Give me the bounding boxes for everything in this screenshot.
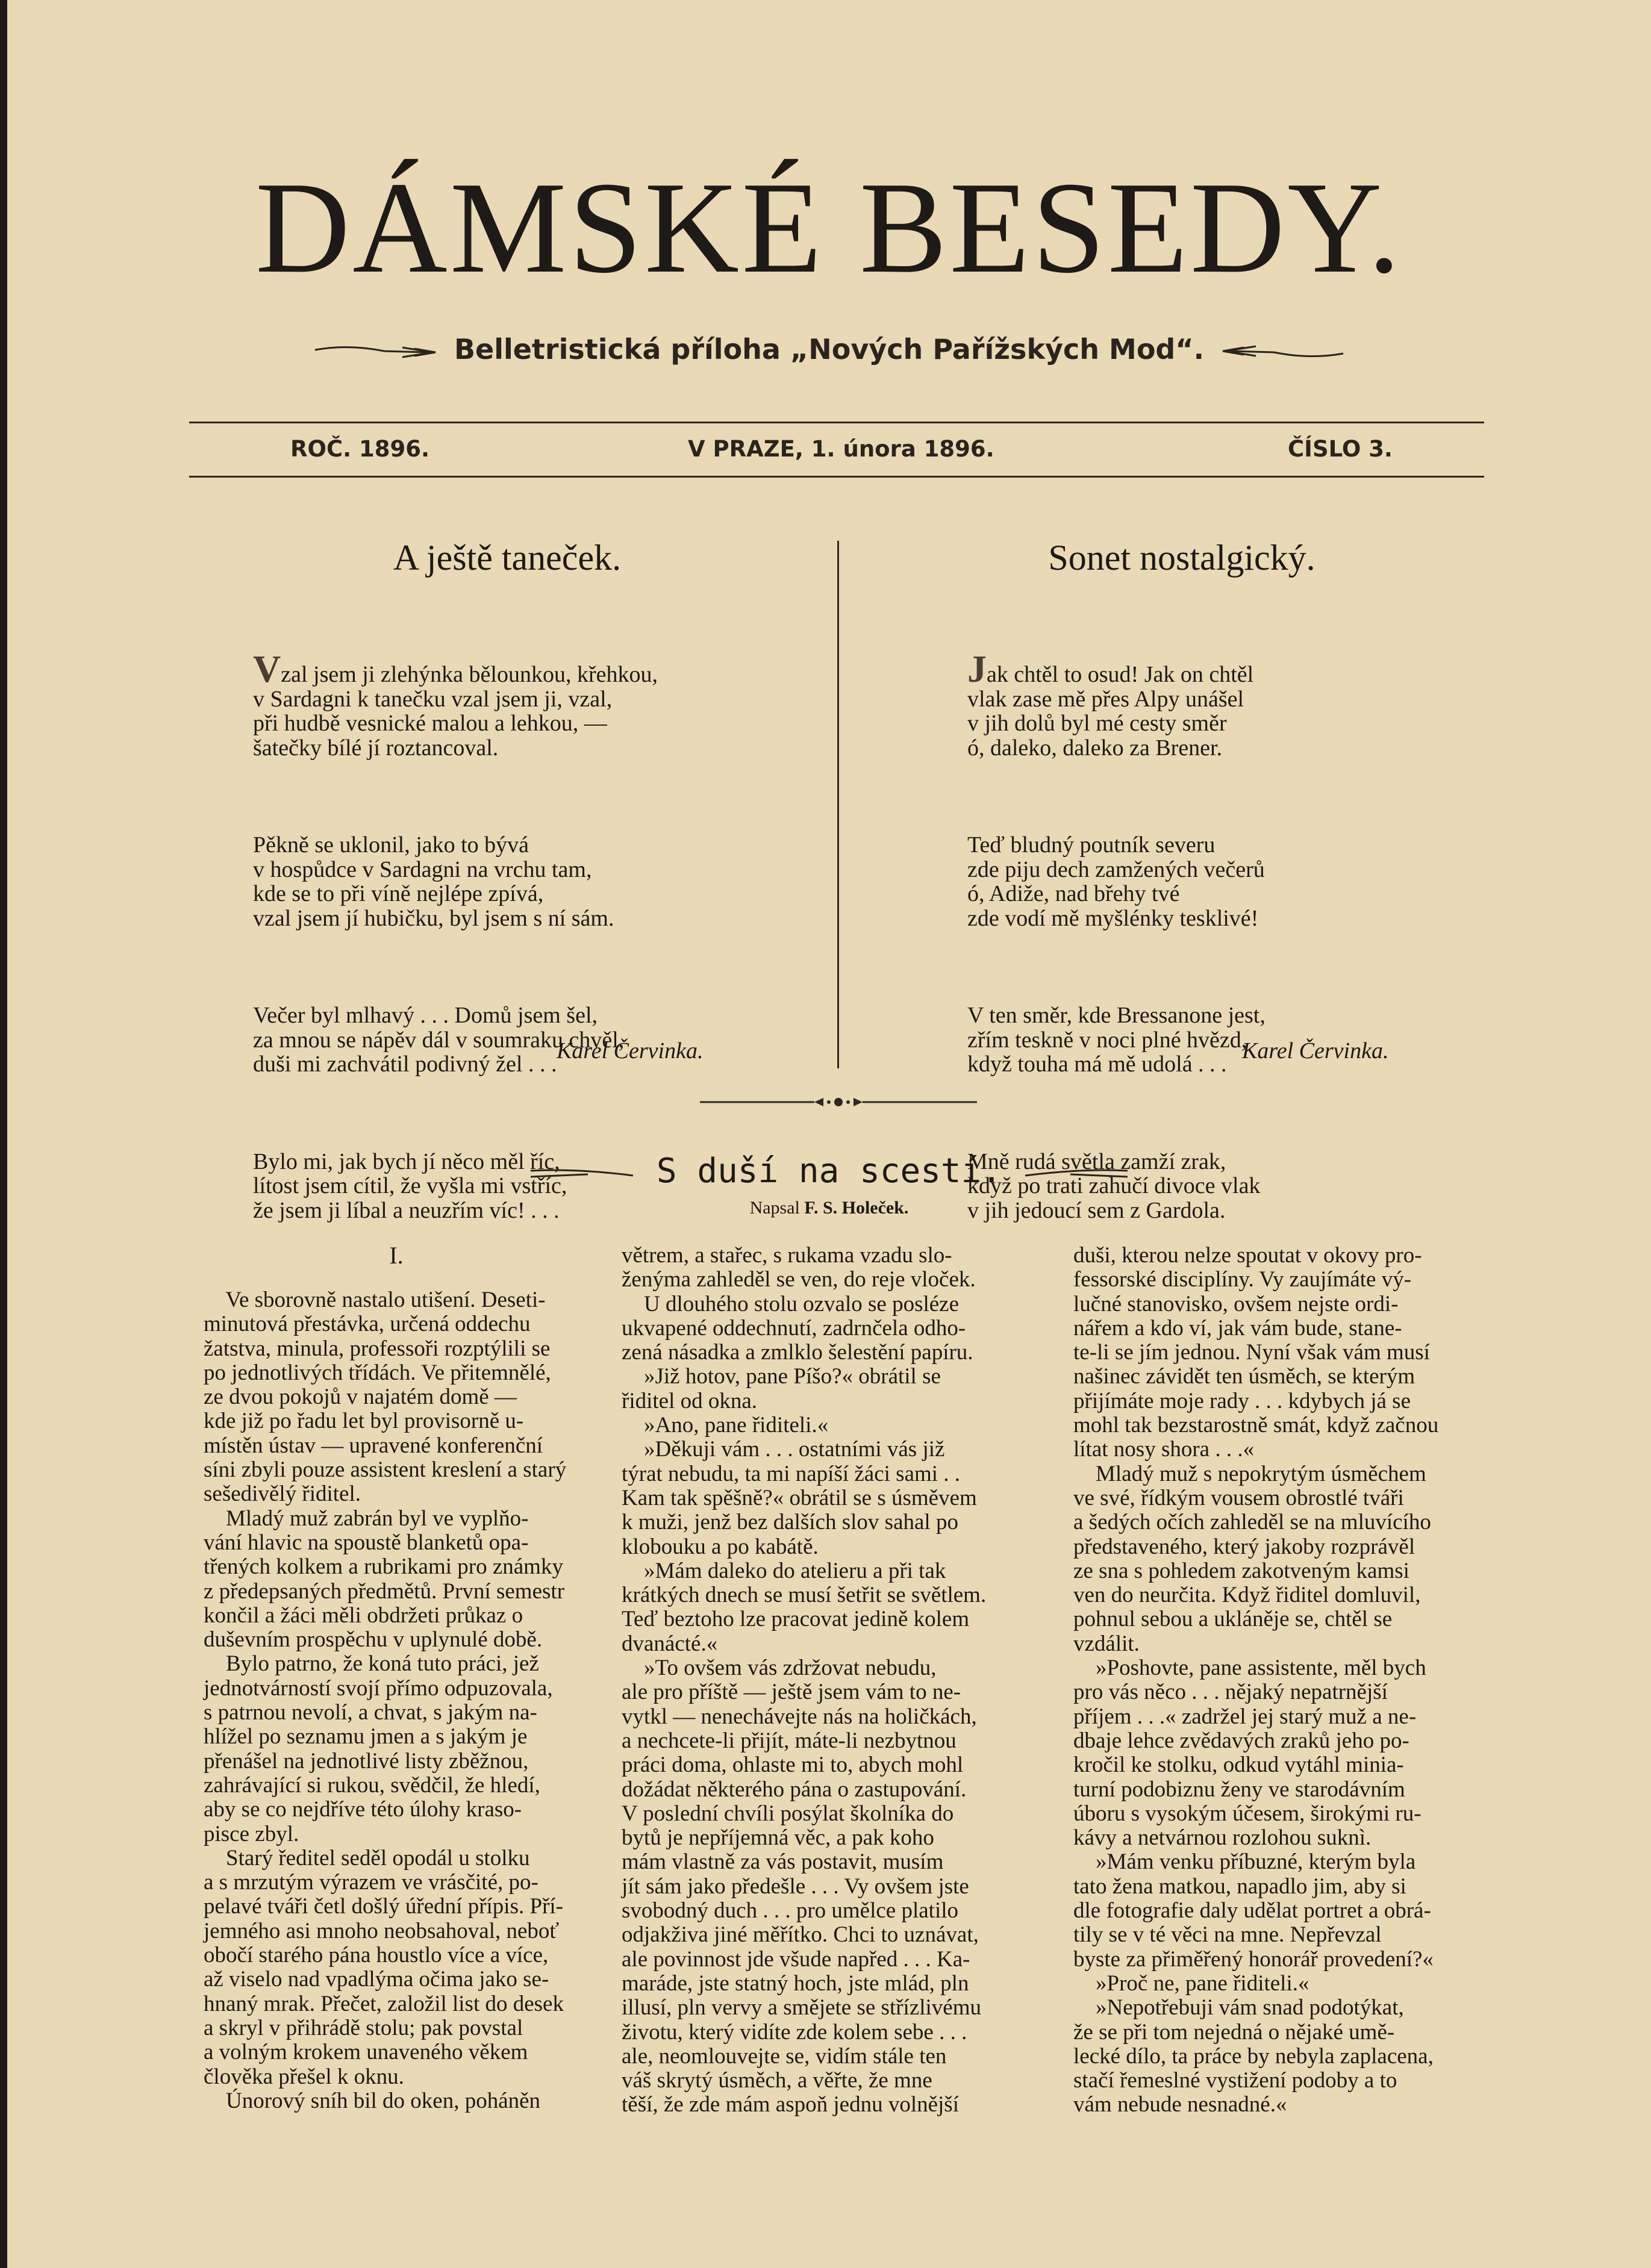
poem1-author: Karel Červinka. (557, 1038, 704, 1064)
poem1-stanza-2: Pěkně se uklonil, jako to bývá v hospůdce v Sardagni na vrchu tam, kde se to při víně nejlépe zpívá, vzal jsem jí hubičku, byl jsem s ní sám. (253, 832, 614, 931)
issue-info-line (290, 432, 1393, 466)
poem2-stanza-4: Mně rudá světla zamží zrak, když po trati zahučí divoce vlak v jih jedoucí sem z Gardola. (967, 1148, 1261, 1223)
right-flourish-icon (1214, 343, 1346, 361)
top-rule (189, 422, 1484, 423)
section-divider-ornament-icon (700, 1093, 977, 1111)
poem1-stanza-1: Vzal jsem ji zlehýnka bělounkou, křehkou, v Sardagni k tanečku vzal jsem ji, vzal, při hudbě vesnické malou a lehkou, — šatečky bílé jí roztancoval. (253, 647, 658, 761)
poem2-dropcap: J (967, 647, 987, 690)
issue-number-label: ČÍSLO 3. (1288, 436, 1393, 462)
story-column-2: větrem, a stařec, s rukama vzadu slo- ženýma zahleděl se ven, do reje vloček. U dlouhého stolu ozvalo se posléze ukvapené oddechnutí, zadrnčela odho- zená násadka a zmlklo šelestění papíru. »Již hotov, pane Píšo?« obrátil se řiditel od okna. »Ano, pane řiditeli.« »Děkuji vám . . . ostatními vás již týrat nebudu, ta mi napíší žáci sami . . Kam tak spěšně?« obrátil se s úsměvem k muži, jenž bez dalších slov sahal po klobouku a po kabátě. »Mám daleko do atelieru a při tak krátkých dnech se musí šetřit se světlem. Teď beztoho lze pracovat jedině kolem dvanácté.« »To ovšem vás zdržovat nebudu, ale pro příště — ještě jsem vám to ne- vytkl — nenechávejte nás na holičkách, a nechcete-li přijít, máte-li nezbytnou práci doma, ohlaste mi to, abych mohl dožádat některého pána o zastupování. V poslední chvíli posýlat školníka do bytů je nepříjemná věc, a pak koho mám vlastně za vás postavit, musím jít sám jako předešle . . . Vy ovšem jste svobodný duch . . . pro umělce platilo odjakživa jiné měřítko. Chci to uznávat, ale povinnost jde všude napřed . . . Ka- maráde, jste statný hoch, jste mlád, pln illusí, pln vervy a smějete se střízlivému životu, který vidíte zde kolem sebe . . . ale, neomlouvejte se, vidím stále ten váš skrytý úsměch, a věřte, že mne těší, že zde mám aspoň jednu volnější (622, 1243, 987, 2117)
column-1-text: Ve sborovně nastalo utišení. Deseti- minutová přestávka, určená oddechu žatstva, minula, professoři rozptýlili se po jednotlivých třídách. Ve přitemnělé, ze dvou pokojů v najatém domě — kde již po řadu let byl provisorně u- místěn ústav — upravené konferenční síni zbyli pouze assistent kreslení a starý sešedivělý řiditel. Mladý muž zabrán byl ve vyplňo- vání hlavic na spoustě blanketů opa- třených kolkem a rubrikami pro známky z předepsaných předmětů. První semestr končil a žáci měli obdržeti průkaz o duševním prospěchu v uplynulé době. Bylo patrno, že koná tuto práci, jež jednotvárností svojí přímo odpuzovala, s patrnou nevolí, a chvat, s jakým na- hlížel po seznamu jmen a s jakým je přenášel na jednotlivé listy zběžnou, zahrávající si rukou, svědčil, že hledí, aby se co nejdříve této úlohy kraso- pisce zbyl. Starý ředitel seděl opodál u stolku a s mrzutým výrazem ve vrásčité, po- pelavé tváři četl došlý úřední přípis. Pří- jemného asi mnoho neobsahoval, neboť obočí starého pána houstlo více a více, až viselo nad vpadlýma očima jako se- hnaný mrak. Přečet, založil list do desek a skryl v přihrádě stolu; pak povstal a volným krokem unaveného věkem člověka přešel k oknu. Únorový sníh bil do oken, poháněn (204, 1288, 567, 2113)
poem-column-divider (837, 541, 839, 1068)
story-column-3: duši, kterou nelze spoutat v okovy pro- fessorské disciplíny. Vy zaujímáte vý- lučné stanovisko, ovšem nejste ordi- nářem a kdo ví, jak vám bude, stane- te-li se jím jednou. Nyní však vám musí našinec závidět ten úsměch, se kterým přijímáte moje rady . . . kdybych já se mohl tak bezstarostně smát, když začnou lítat nosy shora . . .« Mladý muž s nepokrytým úsměchem ve své, řídkým vousem obrostlé tváři a šedých očích zahleděl se na mluvícího představeného, který jakoby rozprávěl ze sna s pohledem zakotveným kamsi ven do neurčita. Když řiditel domluvil, pohnul sebou a ukláněje se, chtěl se vzdálit. »Poshovte, pane assistente, měl bych pro vás něco . . . nějaký nepatrnější příjem . . .« zadržel jej starý muž a ne- dbaje lehce zvědavých zraků jeho po- kročil ke stolku, odkud vytáhl minia- turní podobiznu ženy ve starodávním úboru s vysokým účesem, širokými ru- kávy a netvárnou rozlohou suknì. »Mám venku příbuzné, kterým byla tato žena matkou, napadlo jim, aby si dle fotografie daly udělat portret a obrá- tily se v té věci na mne. Nepřevzal byste za přiměřený honorář provedení?« »Proč ne, pane řiditeli.« »Nepotřebuji vám snad podotýkat, že se při tom nejedná o nějaké umě- lecké dílo, ta práce by nebyla zaplacena, stačí řemeslné vystižení podoby a to vám nebude nesnadné.« (1073, 1243, 1439, 2117)
poem2-author: Karel Červinka. (1242, 1038, 1389, 1064)
place-date-label: V PRAZE, 1. února 1896. (688, 436, 994, 462)
poem2-stanza-3: V ten směr, kde Bressanone jest, zřím teskně v noci plné hvězd, když touha má mě udolá . . . (967, 1003, 1266, 1077)
title-left-flourish-icon (528, 1166, 636, 1180)
poem2-stanza-2: Teď bludný poutník severu zde piju dech zamžených večerů ó, Adiže, nad břehy tvé zde vodí mě myšlénky tesklivé! (967, 832, 1265, 931)
byline-prefix: Napsal (749, 1198, 800, 1218)
masthead-subtitle (7, 331, 1651, 367)
story-title (7, 1149, 1651, 1194)
newspaper-page (7, 0, 1651, 2268)
masthead-title: DÁMSKÉ BESEDY. (255, 155, 1403, 301)
story-byline (7, 1195, 1651, 1221)
subtitle-text: Belletristická příloha „Nových Pařížských Mod“. (454, 333, 1205, 366)
title-right-flourish-icon (1022, 1166, 1131, 1180)
poem1-title: A ještě taneček. (393, 538, 622, 578)
poem2-stanza-1: Jak chtěl to osud! Jak on chtěl vlak zase mě přes Alpy unášel v jih dolů byl mé cesty směr ó, daleko, daleko za Brener. (967, 647, 1254, 761)
chapter-number: I. (389, 1242, 404, 1269)
volume-label: ROČ. 1896. (290, 436, 430, 462)
left-flourish-icon (312, 343, 445, 361)
poem1-stanza-4: Bylo mi, jak bych jí něco měl říc, lítost jsem cítil, že vyšla mi vstříc, že jsem ji líbal a neuzřím víc! . . . (253, 1148, 567, 1223)
story-column-1 (204, 1244, 589, 2113)
bottom-rule (189, 476, 1484, 478)
poem1-dropcap: V (253, 647, 281, 690)
poem1-stanza-3: Večer byl mlhavý . . . Domů jsem šel, za mnou se nápěv dál v soumraku chvěl, duši mi zachvátil podivný žel . . . (253, 1003, 625, 1077)
poem2-title: Sonet nostalgický. (1048, 538, 1315, 578)
story-title-text: S duší na scestí. (656, 1151, 1002, 1191)
byline-author: F. S. Holeček. (804, 1198, 909, 1218)
